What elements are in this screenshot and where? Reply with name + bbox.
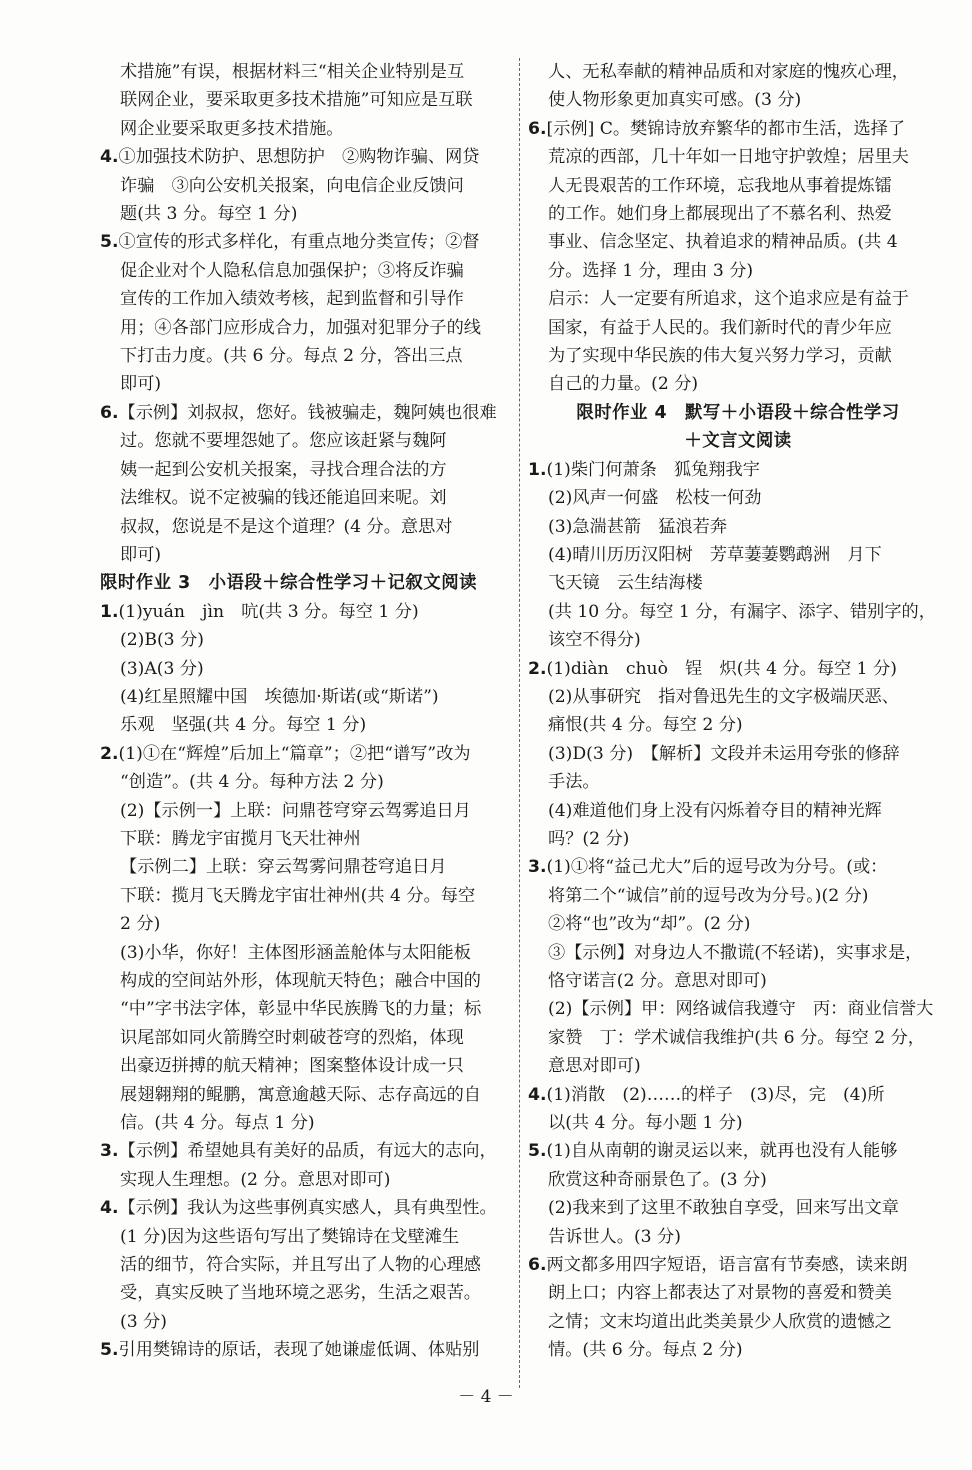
answer-line: [100, 626, 518, 654]
answer-text: ①加强技术防护、思想防护 ②购物诈骗、网贷: [118, 147, 480, 168]
answer-text: 【示例】刘叔叔，您好。钱被骗走，魏阿姨也很难: [118, 402, 497, 423]
question-number: 6.: [528, 118, 547, 139]
answer-item: [100, 740, 518, 768]
answer-line: [528, 228, 948, 256]
answer-text: 告诉世人。(3 分): [548, 1226, 681, 1247]
answer-line: [100, 853, 518, 881]
answer-text: 乐观 坚强(共 4 分。每空 1 分): [120, 715, 367, 736]
question-number: 6.: [528, 1255, 547, 1276]
answer-line: [528, 1279, 948, 1307]
answer-line: [528, 939, 948, 967]
answer-item: [100, 143, 518, 171]
answer-item: [100, 1336, 518, 1364]
answer-text: 【示例】希望她具有美好的品质，有远大的志向，: [118, 1141, 497, 1162]
answer-item: [528, 115, 948, 143]
answer-text: (1)柴门何萧条 狐兔翔我宇: [546, 459, 760, 480]
answer-text: 朗上口；内容上都表达了对景物的喜爱和赞美: [548, 1283, 892, 1304]
answer-text: (2)【示例一】上联：问鼎苍穹穿云驾雾追日月: [120, 800, 471, 821]
answer-text: (3)D(3 分) 【解析】文段并未运用夸张的修辞: [548, 743, 900, 764]
answer-text: (1)①将“益己尤大”后的逗号改为分号。(或：: [546, 857, 888, 878]
answer-text: 构成的空间站外形，体现航天特色；融合中国的: [120, 971, 481, 991]
answer-line: [100, 967, 518, 995]
answer-line: [100, 995, 518, 1023]
answer-item: [528, 456, 948, 484]
answer-text: 过。您就不要埋怨她了。您应该赶紧与魏阿: [120, 431, 447, 452]
answer-item: [528, 853, 948, 881]
answer-text: 法维权。说不定被骗的钱还能追回来呢。刘: [120, 488, 447, 509]
answer-line: [528, 285, 948, 313]
answer-item: [100, 598, 518, 626]
answer-text: 网企业要采取更多技术措施。: [120, 118, 344, 139]
answer-text: (4)晴川历历汉阳树 芳草萋萋鹦鹉洲 月下: [548, 544, 882, 565]
answer-line: [100, 456, 518, 484]
answer-line: [100, 655, 518, 683]
answer-text: 宣传的工作加入绩效考核，起到监督和引导作: [120, 289, 464, 310]
answer-line: [100, 285, 518, 313]
answer-text: 叔叔，您说是不是这个道理？(4 分。意思对: [120, 516, 453, 537]
answer-line: [100, 882, 518, 910]
answer-line: [100, 541, 518, 569]
answer-line: [528, 967, 948, 995]
answer-line: [528, 200, 948, 228]
answer-line: [528, 1223, 948, 1251]
answer-text: 姨一起到公安机关报案，寻找合理合法的方: [120, 459, 447, 480]
answer-text: (共 10 分。每空 1 分，有漏字、添字、错别字的，: [548, 601, 936, 622]
answer-line: [100, 1279, 518, 1307]
answer-line: [528, 569, 948, 597]
answer-text: 人无畏艰苦的工作环境，忘我地从事着提炼镭: [548, 175, 892, 196]
answer-text: 促企业对个人隐私信息加强保护；③将反诈骗: [120, 260, 464, 281]
answer-text: 识尾部如同火箭腾空时刺破苍穹的烈焰，体现: [120, 1027, 464, 1048]
answer-line: [100, 1223, 518, 1251]
answer-line: [528, 257, 948, 285]
answer-text: (1)diàn chuò 锃 炽(共 4 分。每空 1 分): [546, 658, 897, 679]
answer-text: 联网企业，要采取更多技术措施”可知应是互联: [120, 90, 473, 111]
answer-text: 受，真实反映了当地环境之恶劣，生活之艰苦。: [120, 1283, 481, 1304]
answer-text: (2)风声一何盛 松枝一何劲: [548, 488, 762, 509]
answer-text: 自己的力量。(2 分): [548, 374, 699, 395]
answer-text: 分。选择 1 分，理由 3 分): [548, 260, 754, 281]
answer-text: 用；④各部门应形成合力，加强对犯罪分子的线: [120, 317, 481, 338]
answer-line: [100, 1109, 518, 1137]
answer-line: [528, 86, 948, 114]
answer-text: ①宣传的形式多样化，有重点地分类宣传；②督: [118, 232, 480, 253]
answer-line: [100, 427, 518, 455]
question-number: 3.: [528, 857, 547, 878]
answer-line: [100, 200, 518, 228]
question-number: 4.: [100, 147, 119, 168]
answer-text: (2)【示例】甲：网络诚信我遵守 丙：商业信誉大: [548, 999, 934, 1020]
answer-text: 的工作。她们身上都展现出了不慕名利、热爱: [548, 204, 892, 225]
section-title: 限时作业 3 小语段＋综合性学习＋记叙文阅读: [100, 573, 477, 594]
answer-line: [100, 257, 518, 285]
answer-line: [528, 1336, 948, 1364]
answer-text: 事业、信念坚定、执着追求的精神品质。(共 4: [548, 232, 898, 253]
answer-item: [100, 228, 518, 256]
answer-text: 活的细节，符合实际，并且写出了人物的心理感: [120, 1255, 481, 1276]
answer-line: [528, 143, 948, 171]
question-number: 6.: [100, 402, 119, 423]
answer-text: 之情；文末均道出此类美景少人欣赏的遗憾之: [548, 1311, 892, 1332]
answer-text: 以(共 4 分。每小题 1 分): [548, 1113, 743, 1134]
answer-text: [示例] C。樊锦诗放弃繁华的都市生活，选择了: [546, 118, 906, 139]
answer-text: 引用樊锦诗的原话，表现了她谦虚低调、体贴别: [118, 1340, 480, 1361]
answer-text: 情。(共 6 分。每点 2 分): [548, 1340, 743, 1361]
answer-line: [528, 342, 948, 370]
answer-text: “创造”。(共 4 分。每种方法 2 分): [120, 772, 384, 793]
answer-line: [528, 711, 948, 739]
answer-text: 【示例】我认为这些事例真实感人，具有典型性。: [118, 1198, 497, 1219]
answer-text: 吗？(2 分): [548, 828, 630, 849]
answer-text: 即可): [120, 374, 162, 395]
question-number: 4.: [100, 1198, 119, 1219]
section-title: 限时作业 4 默写＋小语段＋综合性学习: [576, 402, 900, 423]
answer-line: [528, 58, 948, 86]
answer-line: [100, 683, 518, 711]
answer-line: [100, 1166, 518, 1194]
answer-line: [528, 768, 948, 796]
answer-text: 使人物形象更加真实可感。(3 分): [548, 90, 802, 111]
question-number: 4.: [528, 1084, 547, 1105]
answer-text: 2 分): [120, 914, 161, 935]
answer-line: [528, 513, 948, 541]
answer-item: [528, 1081, 948, 1109]
answer-text: 下联：揽月飞天腾龙宇宙壮神州(共 4 分。每空: [120, 885, 476, 906]
question-number: 1.: [528, 459, 547, 480]
answer-line: [528, 740, 948, 768]
answer-text: (3)A(3 分): [120, 658, 204, 679]
answer-line: [528, 598, 948, 626]
answer-item: [100, 1137, 518, 1165]
answer-item: [528, 1251, 948, 1279]
answer-line: [100, 825, 518, 853]
answer-line: [528, 1024, 948, 1052]
answer-text: “中”字书法字体，彰显中华民族腾飞的力量；标: [120, 999, 482, 1020]
answer-line: [100, 370, 518, 398]
right-column: [528, 58, 948, 1365]
answer-line: [528, 314, 948, 342]
answer-line: [100, 797, 518, 825]
answer-line: [100, 115, 518, 143]
answer-line: [528, 484, 948, 512]
answer-text: 即可): [120, 544, 162, 565]
answer-text: 两文都多用四字短语，语言富有节奏感，读来朗: [546, 1255, 908, 1276]
answer-line: [528, 910, 948, 938]
answer-text: 痛恨(共 4 分。每空 2 分): [548, 715, 743, 736]
answer-text: 术措施”有误，根据材料三“相关企业特别是互: [120, 62, 465, 82]
question-number: 2.: [528, 658, 547, 679]
answer-line: [100, 484, 518, 512]
answer-text: (3 分): [120, 1311, 167, 1332]
answer-item: [100, 1194, 518, 1222]
answer-text: 启示：人一定要有所追求，这个追求应是有益于: [548, 289, 909, 310]
answer-text: (2)我来到了这里不敢独自享受，回来写出文章: [548, 1198, 899, 1219]
question-number: 5.: [100, 1340, 119, 1361]
answer-line: [528, 825, 948, 853]
answer-text: (4)难道他们身上没有闪烁着夺目的精神光辉: [548, 800, 882, 821]
answer-text: ②将“也”改为“却”。(2 分): [548, 914, 751, 935]
answer-text: (3)小华，你好！主体图形涵盖舱体与太阳能板: [120, 942, 471, 963]
answer-text: 信。(共 4 分。每点 1 分): [120, 1113, 315, 1134]
answer-text: ③【示例】对身边人不撒谎(不轻诺)，实事求是，: [548, 942, 923, 963]
answer-line: [528, 626, 948, 654]
question-number: 1.: [100, 601, 119, 622]
question-number: 2.: [100, 743, 119, 764]
answer-text: 诈骗 ③向公安机关报案，向电信企业反馈问: [120, 175, 464, 196]
answer-line: [100, 768, 518, 796]
answer-text: 家赞 丁：学术诚信我维护(共 6 分。每空 2 分，: [548, 1027, 925, 1048]
answer-line: [528, 1109, 948, 1137]
answer-text: 意思对即可): [548, 1056, 641, 1077]
answer-text: (1)自从南朝的谢灵运以来，就再也没有人能够: [546, 1141, 898, 1162]
answer-text: 下打击力度。(共 6 分。每点 2 分，答出三点: [120, 346, 463, 367]
answer-line: [100, 1308, 518, 1336]
answer-text: 欣赏这种奇丽景色了。(3 分): [548, 1169, 767, 1190]
answer-text: (1 分)因为这些语句写出了樊锦诗在戈壁滩生: [120, 1226, 460, 1247]
answer-line: [100, 342, 518, 370]
answer-line: [100, 1081, 518, 1109]
answer-text: (3)急湍甚箭 猛浪若奔: [548, 516, 728, 537]
question-number: 5.: [100, 232, 119, 253]
answer-text: (2)从事研究 指对鲁迅先生的文字极端厌恶、: [548, 686, 899, 707]
column-divider: [519, 58, 520, 1388]
answer-text: 将第二个“诚信”前的逗号改为分号。)(2 分): [548, 885, 869, 906]
answer-text: (1)消散 (2)……的样子 (3)尽，完 (4)所: [546, 1084, 885, 1105]
answer-line: [100, 1251, 518, 1279]
answer-line: [100, 172, 518, 200]
answer-text: 人、无私奉献的精神品质和对家庭的愧疚心理，: [548, 62, 909, 82]
answer-line: [100, 910, 518, 938]
answer-text: 实现人生理想。(2 分。意思对即可): [120, 1169, 391, 1190]
answer-line: [528, 797, 948, 825]
answer-line: [100, 1052, 518, 1080]
answer-line: [528, 1194, 948, 1222]
left-column: [100, 58, 518, 1365]
question-number: 3.: [100, 1141, 119, 1162]
answer-text: 该空不得分): [548, 630, 641, 651]
answer-line: [100, 513, 518, 541]
answer-item: [100, 399, 518, 427]
answer-text: 【示例二】上联：穿云驾雾问鼎苍穹追日月: [120, 857, 447, 878]
answer-line: [100, 86, 518, 114]
answer-text: (4)红星照耀中国 埃德加·斯诺(或“斯诺”): [120, 686, 439, 707]
answer-text: 手法。: [548, 772, 600, 793]
answer-line: [100, 314, 518, 342]
answer-line: [528, 882, 948, 910]
answer-item: [528, 655, 948, 683]
answer-text: 展翅翱翔的鲲鹏，寓意逾越天际、志存高远的自: [120, 1084, 481, 1105]
section-title: ＋文言文阅读: [684, 431, 792, 452]
answer-line: [100, 711, 518, 739]
answer-line: [100, 58, 518, 86]
answer-text: 荒凉的西部，几十年如一日地守护敦煌；居里夫: [548, 147, 909, 168]
answer-text: 飞天镜 云生结海楼: [548, 573, 703, 594]
answer-line: [528, 172, 948, 200]
answer-line: [528, 995, 948, 1023]
answer-line: [528, 1308, 948, 1336]
answer-line: [100, 939, 518, 967]
answer-item: [528, 1137, 948, 1165]
answer-text: 为了实现中华民族的伟大复兴努力学习，贡献: [548, 346, 892, 367]
answer-text: 题(共 3 分。每空 1 分): [120, 204, 298, 225]
answer-text: 下联：腾龙宇宙揽月飞天壮神州: [120, 828, 361, 849]
answer-line: [528, 1052, 948, 1080]
answer-text: 国家，有益于人民的。我们新时代的青少年应: [548, 317, 892, 338]
answer-text: (2)B(3 分): [120, 630, 204, 651]
answer-text: (1)①在“辉煌”后加上“篇章”；②把“谱写”改为: [118, 743, 471, 764]
answer-line: [528, 683, 948, 711]
answer-line: [528, 370, 948, 398]
answer-text: (1)yuán jìn 吭(共 3 分。每空 1 分): [118, 601, 419, 622]
answer-line: [100, 1024, 518, 1052]
answer-line: [528, 541, 948, 569]
page-number: － 4 －: [458, 1387, 514, 1407]
question-number: 5.: [528, 1141, 547, 1162]
answer-text: 恪守诺言(2 分。意思对即可): [548, 971, 767, 991]
answer-line: [528, 1166, 948, 1194]
answer-text: 出豪迈拼搏的航天精神；图案整体设计成一只: [120, 1056, 464, 1077]
